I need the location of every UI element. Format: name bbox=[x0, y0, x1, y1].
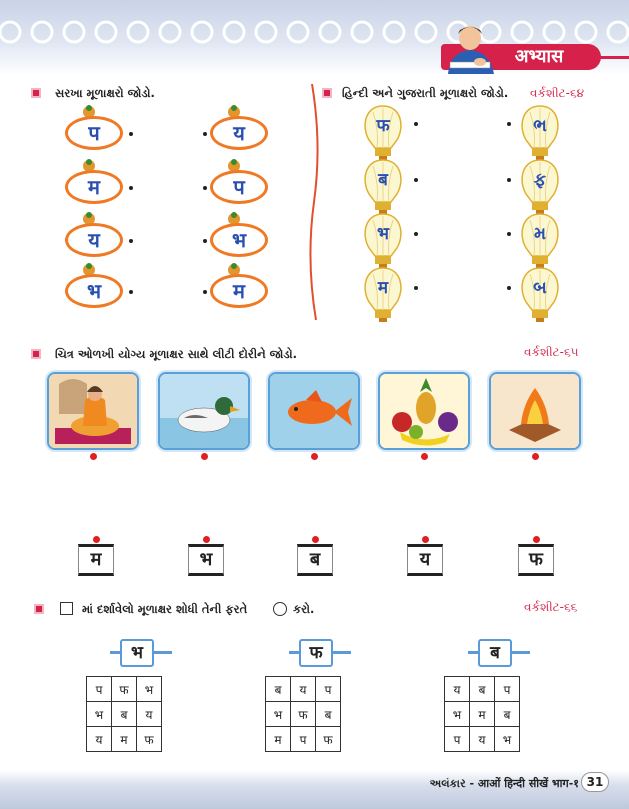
match-dot[interactable] bbox=[129, 290, 133, 294]
picture-duck bbox=[158, 372, 250, 450]
match-dot[interactable] bbox=[129, 186, 133, 190]
letter-box: म bbox=[78, 544, 114, 576]
duck-icon bbox=[160, 374, 248, 448]
grid-cell[interactable]: य bbox=[470, 727, 495, 752]
match-dot[interactable] bbox=[414, 178, 418, 182]
match-dot[interactable] bbox=[414, 286, 418, 290]
match-dot[interactable] bbox=[203, 290, 207, 294]
worksheet-label: વર્કશીટ-૬૫ bbox=[524, 345, 579, 359]
bulb-letter-left: फ bbox=[376, 116, 390, 136]
section1-instruction: સરખા મૂળાક્ષરો જોડો. bbox=[55, 86, 155, 100]
letter-box: य bbox=[407, 544, 443, 576]
match-dot[interactable] bbox=[203, 239, 207, 243]
grid-cell[interactable]: य bbox=[445, 677, 470, 702]
grid-cell[interactable]: ब bbox=[316, 702, 341, 727]
match-dot[interactable] bbox=[507, 178, 511, 182]
target-letter: भ bbox=[120, 639, 154, 667]
header-line bbox=[599, 56, 629, 59]
bullet-icon bbox=[34, 604, 44, 614]
grid-cell[interactable]: ब bbox=[470, 677, 495, 702]
match-dot[interactable] bbox=[311, 453, 318, 460]
match-letter-right: भ bbox=[210, 223, 268, 257]
match-dot[interactable] bbox=[203, 132, 207, 136]
match-dot[interactable] bbox=[203, 186, 207, 190]
bulb-letter-left: भ bbox=[377, 224, 389, 244]
grid-cell[interactable]: ब bbox=[495, 702, 520, 727]
match-dot[interactable] bbox=[129, 239, 133, 243]
grid-cell[interactable]: प bbox=[495, 677, 520, 702]
match-dot[interactable] bbox=[422, 536, 429, 543]
grid-cell[interactable]: भ bbox=[495, 727, 520, 752]
bulb-letter-left: ब bbox=[378, 170, 388, 190]
grid-cell[interactable]: प bbox=[87, 677, 112, 702]
bulb-letter-left: म bbox=[377, 278, 389, 298]
match-dot[interactable] bbox=[421, 453, 428, 460]
target-letter: ब bbox=[478, 639, 512, 667]
grid-cell[interactable]: भ bbox=[87, 702, 112, 727]
grid-cell[interactable]: म bbox=[470, 702, 495, 727]
match-letter-left: प bbox=[65, 116, 123, 150]
picture-fish bbox=[268, 372, 360, 450]
bulb-letter-right: ભ bbox=[533, 116, 547, 136]
fruits-icon bbox=[380, 374, 468, 448]
grid-cell[interactable]: प bbox=[316, 677, 341, 702]
fish-icon bbox=[270, 374, 358, 448]
match-letter-left: म bbox=[65, 170, 123, 204]
match-dot[interactable] bbox=[507, 122, 511, 126]
match-dot[interactable] bbox=[203, 536, 210, 543]
match-letter-right: प bbox=[210, 170, 268, 204]
letter-grid bbox=[265, 676, 341, 752]
match-letter-left: य bbox=[65, 223, 123, 257]
section-divider bbox=[306, 84, 326, 320]
worksheet-label: વર્કશીટ-૬૬ bbox=[524, 600, 578, 614]
grid-cell[interactable]: फ bbox=[316, 727, 341, 752]
match-dot[interactable] bbox=[414, 122, 418, 126]
match-dot[interactable] bbox=[93, 536, 100, 543]
match-letter-right: य bbox=[210, 116, 268, 150]
saint-icon bbox=[49, 374, 137, 448]
match-dot[interactable] bbox=[312, 536, 319, 543]
worksheet-label: વર્કશીટ-૬૪ bbox=[530, 86, 585, 100]
grid-cell[interactable]: प bbox=[291, 727, 316, 752]
page-number: 31 bbox=[581, 772, 609, 792]
section2-instruction: હિન્દી અને ગુજરાતી મૂળાક્ષરો જોડો. bbox=[342, 86, 509, 100]
bullet-icon bbox=[31, 88, 41, 98]
grid-cell[interactable]: फ bbox=[291, 702, 316, 727]
bullet-icon bbox=[31, 349, 41, 359]
match-letter-left: भ bbox=[65, 274, 123, 308]
grid-cell[interactable]: य bbox=[87, 727, 112, 752]
letter-grid bbox=[444, 676, 520, 752]
grid-cell[interactable]: य bbox=[291, 677, 316, 702]
grid-cell[interactable]: ब bbox=[112, 702, 137, 727]
match-dot[interactable] bbox=[201, 453, 208, 460]
section3-instruction: ચિત્ર ઓળખી યોગ્ય મૂળાક્ષર સાથે લીટી દોરીને જોડો. bbox=[55, 347, 297, 361]
picture-saint bbox=[47, 372, 139, 450]
picture-fire bbox=[489, 372, 581, 450]
grid-cell[interactable]: म bbox=[112, 727, 137, 752]
grid-cell[interactable]: प bbox=[445, 727, 470, 752]
grid-cell[interactable]: ब bbox=[266, 677, 291, 702]
match-dot[interactable] bbox=[533, 536, 540, 543]
letter-grid bbox=[86, 676, 162, 752]
letter-box: ब bbox=[297, 544, 333, 576]
circle-icon bbox=[273, 602, 287, 616]
bullet-icon bbox=[322, 88, 332, 98]
letter-box: भ bbox=[188, 544, 224, 576]
fire-icon bbox=[491, 374, 579, 448]
grid-cell[interactable]: म bbox=[266, 727, 291, 752]
match-dot[interactable] bbox=[532, 453, 539, 460]
match-dot[interactable] bbox=[90, 453, 97, 460]
page-title: अभ्यास bbox=[514, 46, 564, 67]
match-letter-right: म bbox=[210, 274, 268, 308]
section4-instruction: માં દર્શાવેલો મૂળાક્ષર શોધી તેની ફરતે bbox=[82, 602, 248, 616]
grid-cell[interactable]: भ bbox=[137, 677, 162, 702]
grid-cell[interactable]: फ bbox=[137, 727, 162, 752]
square-icon bbox=[60, 602, 73, 615]
picture-fruits bbox=[378, 372, 470, 450]
grid-cell[interactable]: भ bbox=[445, 702, 470, 727]
bulb-letter-right: બ bbox=[533, 278, 547, 298]
grid-cell[interactable]: य bbox=[137, 702, 162, 727]
target-letter: फ bbox=[299, 639, 333, 667]
match-dot[interactable] bbox=[507, 232, 511, 236]
section4-instruction-end: કરો. bbox=[293, 602, 315, 616]
bulb-letter-right: મ bbox=[533, 224, 546, 244]
match-dot[interactable] bbox=[414, 232, 418, 236]
grid-cell[interactable]: फ bbox=[112, 677, 137, 702]
letter-box: फ bbox=[518, 544, 554, 576]
grid-cell[interactable]: भ bbox=[266, 702, 291, 727]
match-dot[interactable] bbox=[507, 286, 511, 290]
book-title: અલંકાર - आओं हिन्दी सीखें भाग-१ bbox=[429, 777, 579, 790]
match-dot[interactable] bbox=[129, 132, 133, 136]
bulb-letter-right: ફ bbox=[533, 170, 547, 190]
